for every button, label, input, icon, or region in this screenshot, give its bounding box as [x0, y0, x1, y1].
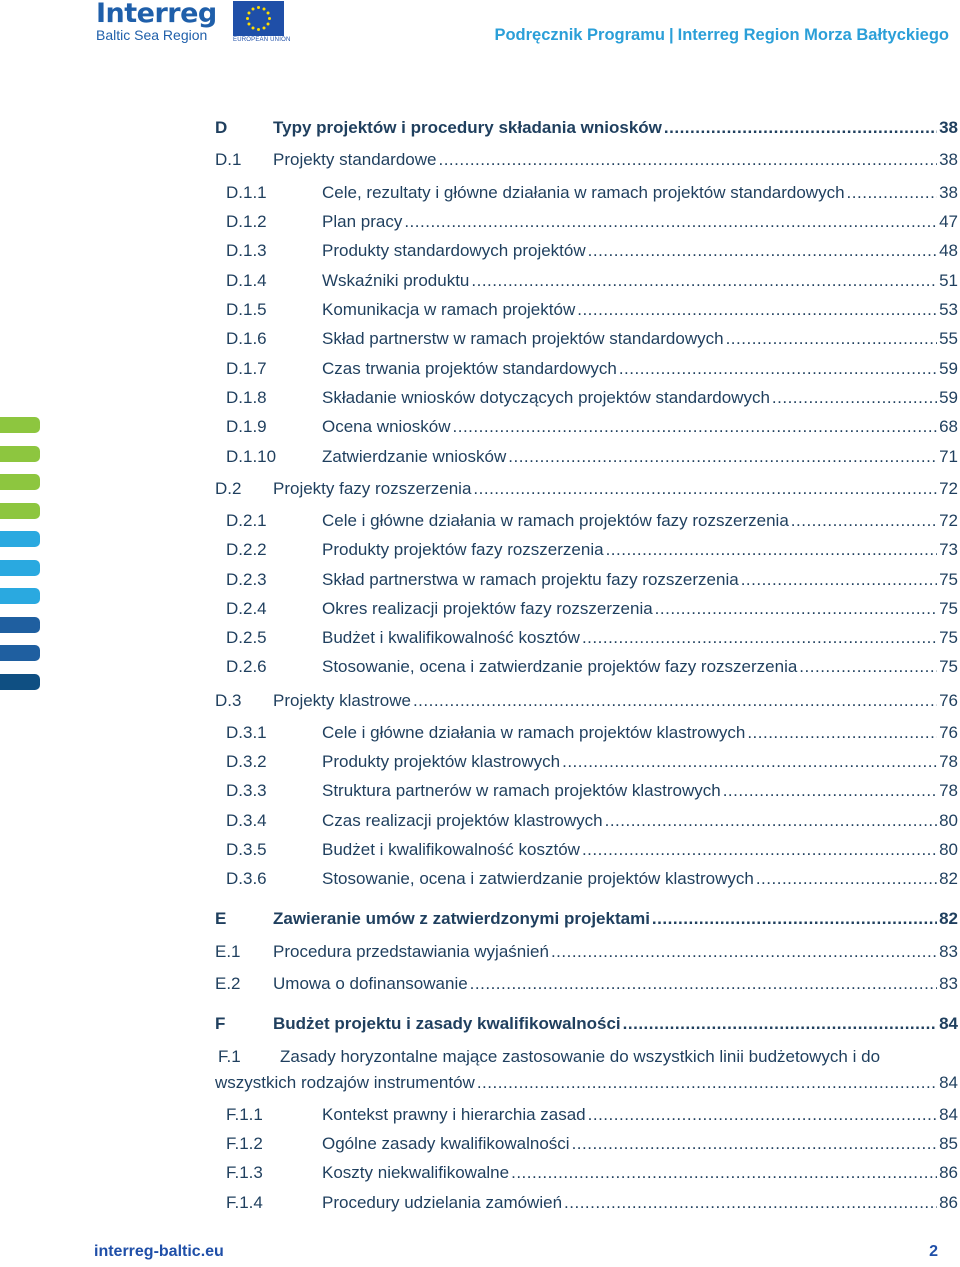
- toc-entry-number: F.1.1: [226, 1105, 263, 1124]
- toc-entry-number: F: [215, 1014, 226, 1033]
- toc-entry[interactable]: [215, 752, 958, 778]
- toc-entry[interactable]: [215, 359, 958, 385]
- toc-dot-leader: [477, 1073, 937, 1093]
- toc-entry-page: 84: [939, 1014, 958, 1033]
- toc-entry-page: 38: [939, 183, 958, 202]
- chapter-tab: [0, 446, 40, 462]
- toc-entry-title: Stosowanie, ocena i zatwierdzanie projektów klastrowych: [322, 869, 754, 888]
- eu-star-icon: [247, 23, 250, 26]
- toc-entry-number: D.2: [215, 479, 242, 498]
- toc-entry-number: D.3: [215, 691, 242, 710]
- toc-dot-leader: [726, 329, 938, 349]
- toc-entry-page: 55: [939, 329, 958, 348]
- toc-entry-page: 86: [939, 1163, 958, 1182]
- toc-entry[interactable]: [215, 811, 958, 837]
- toc-entry-title: Procedury udzielania zamówień: [322, 1193, 563, 1212]
- toc-entry-title: Projekty fazy rozszerzenia: [273, 479, 472, 498]
- toc-entry[interactable]: [215, 628, 958, 654]
- toc-dot-leader: [847, 183, 938, 203]
- toc-entry[interactable]: [215, 417, 958, 443]
- toc-dot-leader: [564, 1193, 937, 1213]
- toc-entry-title: Produkty standardowych projektów: [322, 241, 586, 260]
- chapter-tab: [0, 417, 40, 433]
- toc-dot-leader: [508, 447, 937, 467]
- chapter-tab: [0, 674, 40, 690]
- toc-entry-title: Budżet i kwalifikowalność kosztów: [322, 628, 580, 647]
- toc-dot-leader: [741, 570, 937, 590]
- toc-entry-page: 83: [939, 974, 958, 993]
- toc-entry-page: 80: [939, 811, 958, 830]
- toc-entry-page: 53: [939, 300, 958, 319]
- toc-entry-page: 82: [939, 869, 958, 888]
- eu-flag-icon: [233, 1, 284, 36]
- toc-entry-title: Skład partnerstwa w ramach projektu fazy rozszerzenia: [322, 570, 739, 589]
- toc-dot-leader: [562, 752, 937, 772]
- toc-entry[interactable]: [215, 118, 958, 144]
- toc-dot-leader: [605, 811, 937, 831]
- toc-entry-number: D.1.6: [226, 329, 267, 348]
- toc-dot-leader: [473, 479, 937, 499]
- toc-entry-number: D: [215, 118, 228, 137]
- toc-dot-leader: [747, 723, 937, 743]
- toc-dot-leader: [470, 974, 937, 994]
- toc-entry[interactable]: [215, 241, 958, 267]
- toc-entry[interactable]: [215, 909, 958, 935]
- program-title: Interreg Region Morza Bałtyckiego: [677, 26, 949, 44]
- doc-title: Podręcznik Programu: [494, 26, 665, 44]
- toc-dot-leader: [652, 909, 937, 929]
- toc-entry-title: Cele, rezultaty i główne działania w ramach projektów standardowych: [322, 183, 845, 202]
- toc-entry-page: 72: [939, 479, 958, 498]
- toc-entry-page: 82: [939, 909, 958, 928]
- eu-star-icon: [252, 7, 255, 10]
- toc-entry-title: Okres realizacji projektów fazy rozszerzenia: [322, 599, 653, 618]
- toc-entry-page: 38: [939, 118, 958, 137]
- toc-entry-number: E.1: [215, 942, 241, 961]
- toc-entry[interactable]: [215, 329, 958, 355]
- toc-entry[interactable]: [215, 271, 958, 297]
- toc-entry-title: Zasady horyzontalne mające zastosowanie do wszystkich linii budżetowych i do: [280, 1047, 881, 1066]
- toc-entry-title: Procedura przedstawiania wyjaśnień: [273, 942, 549, 961]
- chapter-tab: [0, 560, 40, 576]
- toc-entry-page: 59: [939, 388, 958, 407]
- toc-entry[interactable]: [215, 1193, 958, 1219]
- toc-entry-number: D.1.2: [226, 212, 267, 231]
- toc-entry-page: 76: [939, 723, 958, 742]
- eu-star-icon: [263, 27, 266, 30]
- toc-dot-leader: [438, 150, 937, 170]
- toc-entry[interactable]: [215, 212, 958, 238]
- toc-entry-number: D.1.10: [226, 447, 277, 466]
- toc-entry[interactable]: [215, 183, 958, 209]
- toc-entry-page: 75: [939, 570, 958, 589]
- footer-page-number: 2: [929, 1243, 938, 1260]
- chapter-tab: [0, 617, 40, 633]
- toc-entry-number: D.3.5: [226, 840, 267, 859]
- footer-url[interactable]: interreg-baltic.eu: [94, 1243, 224, 1260]
- toc-entry-title: Ocena wniosków: [322, 417, 451, 436]
- toc-dot-leader: [551, 942, 937, 962]
- toc-entry-number: D.1.3: [226, 241, 267, 260]
- toc-entry-page: 84: [939, 1073, 958, 1092]
- toc-entry-title: Skład partnerstw w ramach projektów standardowych: [322, 329, 724, 348]
- toc-entry-page: 73: [939, 540, 958, 559]
- eu-star-icon: [257, 6, 260, 9]
- toc-entry[interactable]: [215, 150, 958, 176]
- toc-entry-page: 86: [939, 1193, 958, 1212]
- toc-dot-leader: [577, 300, 937, 320]
- toc-entry-number: F.1.4: [226, 1193, 263, 1212]
- eu-stars-icon: [233, 1, 284, 36]
- toc-entry-page: 78: [939, 781, 958, 800]
- toc-entry-title: Projekty standardowe: [273, 150, 437, 169]
- toc-entry-title: Wskaźniki produktu: [322, 271, 470, 290]
- toc-dot-leader: [723, 781, 937, 801]
- toc-entry-number: D.1.9: [226, 417, 267, 436]
- toc-entry-title: Budżet projektu i zasady kwalifikowalności: [273, 1014, 621, 1033]
- toc-dot-leader: [582, 628, 937, 648]
- toc-entry-page: 68: [939, 417, 958, 436]
- toc-entry[interactable]: [215, 1014, 958, 1040]
- toc-entry-number: D.2.5: [226, 628, 267, 647]
- toc-entry[interactable]: [215, 479, 958, 505]
- toc-entry[interactable]: [215, 300, 958, 326]
- toc-entry-title: Ogólne zasady kwalifikowalności: [322, 1134, 570, 1153]
- toc-dot-leader: [511, 1163, 937, 1183]
- toc-entry[interactable]: [215, 781, 958, 807]
- toc-entry-title: Cele i główne działania w ramach projektów klastrowych: [322, 723, 746, 742]
- chapter-tab: [0, 645, 40, 661]
- toc-entry-title: Produkty projektów fazy rozszerzenia: [322, 540, 604, 559]
- toc-dot-leader: [582, 840, 937, 860]
- toc-entry[interactable]: [215, 1047, 958, 1067]
- toc-entry-title: Budżet i kwalifikowalność kosztów: [322, 840, 580, 859]
- eu-star-icon: [247, 12, 250, 15]
- eu-star-icon: [257, 28, 260, 31]
- toc-entry-number: D.2.6: [226, 657, 267, 676]
- toc-entry-number: D.1: [215, 150, 242, 169]
- toc-dot-leader: [772, 388, 937, 408]
- toc-entry[interactable]: [215, 599, 958, 625]
- toc-entry-number: D.1.8: [226, 388, 267, 407]
- logo-subtitle: Baltic Sea Region: [96, 27, 208, 43]
- toc-entry[interactable]: [215, 869, 958, 895]
- toc-entry-number: D.2.4: [226, 599, 267, 618]
- toc-entry[interactable]: [215, 942, 958, 968]
- toc-dot-leader: [572, 1134, 938, 1154]
- eu-star-icon: [246, 17, 249, 20]
- toc-entry-number: D.2.3: [226, 570, 267, 589]
- chapter-tab: [0, 503, 40, 519]
- toc-entry-title: Struktura partnerów w ramach projektów klastrowych: [322, 781, 721, 800]
- toc-entry-page: 48: [939, 241, 958, 260]
- eu-star-icon: [267, 23, 270, 26]
- toc-entry[interactable]: [215, 657, 958, 683]
- toc-entry-title: Czas realizacji projektów klastrowych: [322, 811, 603, 830]
- toc-entry[interactable]: [215, 388, 958, 414]
- toc-entry[interactable]: [215, 540, 958, 566]
- toc-entry[interactable]: [215, 511, 958, 537]
- toc-entry-page: 76: [939, 691, 958, 710]
- toc-entry[interactable]: [215, 691, 958, 717]
- toc-entry-title: Składanie wniosków dotyczących projektów standardowych: [322, 388, 770, 407]
- chapter-color-tabs: [0, 417, 40, 702]
- toc-dot-leader: [664, 118, 937, 138]
- toc-dot-leader: [655, 599, 937, 619]
- toc-entry-page: 38: [939, 150, 958, 169]
- eu-star-icon: [267, 12, 270, 15]
- toc-dot-leader: [799, 657, 937, 677]
- toc-entry-title: Projekty klastrowe: [273, 691, 411, 710]
- toc-entry-title: Zawieranie umów z zatwierdzonymi projektami: [273, 909, 650, 928]
- toc-dot-leader: [413, 691, 937, 711]
- toc-entry-number: F.1.3: [226, 1163, 263, 1182]
- toc-dot-leader: [623, 1014, 937, 1034]
- toc-dot-leader: [453, 417, 938, 437]
- toc-entry-page: 51: [939, 271, 958, 290]
- toc-entry-page: 72: [939, 511, 958, 530]
- toc-entry-page: 85: [939, 1134, 958, 1153]
- toc-entry-title: Kontekst prawny i hierarchia zasad: [322, 1105, 586, 1124]
- toc-entry[interactable]: [215, 974, 958, 1000]
- toc-entry-number: D.3.4: [226, 811, 267, 830]
- toc-dot-leader: [588, 241, 937, 261]
- interreg-logo: [96, 0, 296, 48]
- eu-star-icon: [252, 27, 255, 30]
- toc-entry-page: 80: [939, 840, 958, 859]
- toc-entry-page: 84: [939, 1105, 958, 1124]
- toc-entry[interactable]: [215, 1134, 958, 1160]
- toc-entry-title: Czas trwania projektów standardowych: [322, 359, 617, 378]
- toc-entry-number: D.1.5: [226, 300, 267, 319]
- toc-entry-title: Plan pracy: [322, 212, 403, 231]
- toc-dot-leader: [404, 212, 937, 232]
- page-header-title: [494, 26, 949, 45]
- toc-dot-leader: [588, 1105, 937, 1125]
- title-separator: |: [668, 26, 674, 44]
- toc-entry-number: E: [215, 909, 227, 928]
- toc-entry-title: Koszty niekwalifikowalne: [322, 1163, 510, 1182]
- toc-dot-leader: [619, 359, 937, 379]
- toc-entry-title: Cele i główne działania w ramach projektów fazy rozszerzenia: [322, 511, 789, 530]
- toc-dot-leader: [756, 869, 937, 889]
- toc-entry-title-continuation: wszystkich rodzajów instrumentów: [215, 1073, 475, 1092]
- toc-entry-title: Umowa o dofinansowanie: [273, 974, 468, 993]
- toc-entry-page: 59: [939, 359, 958, 378]
- chapter-tab: [0, 474, 40, 490]
- toc-entry[interactable]: [215, 723, 958, 749]
- toc-entry-number: D.3.6: [226, 869, 267, 888]
- toc-entry-title: Zatwierdzanie wniosków: [322, 447, 507, 466]
- toc-entry-number: D.3.1: [226, 723, 267, 742]
- toc-entry-page: 71: [939, 447, 958, 466]
- toc-entry-page: 47: [939, 212, 958, 231]
- toc-entry-page: 75: [939, 599, 958, 618]
- toc-entry-number: F.1.2: [226, 1134, 263, 1153]
- toc-dot-leader: [471, 271, 937, 291]
- toc-entry[interactable]: [215, 1105, 958, 1131]
- toc-entry-page: 78: [939, 752, 958, 771]
- toc-entry-number: D.1.4: [226, 271, 267, 290]
- toc-entry-title: Produkty projektów klastrowych: [322, 752, 561, 771]
- toc-entry-continuation[interactable]: [215, 1073, 958, 1099]
- eu-label: EUROPEAN UNION: [233, 37, 291, 43]
- toc-entry-number: D.3.3: [226, 781, 267, 800]
- toc-entry-number: E.2: [215, 974, 241, 993]
- toc-entry-number: F.1: [218, 1047, 241, 1066]
- chapter-tab: [0, 588, 40, 604]
- logo-wordmark: Interreg: [96, 0, 217, 29]
- toc-entry[interactable]: [215, 1163, 958, 1189]
- toc-entry-number: D.1.1: [226, 183, 267, 202]
- toc-entry[interactable]: [215, 570, 958, 596]
- chapter-tab: [0, 531, 40, 547]
- toc-entry[interactable]: [215, 447, 958, 473]
- toc-entry-title: Stosowanie, ocena i zatwierdzanie projektów fazy rozszerzenia: [322, 657, 798, 676]
- eu-star-icon: [268, 17, 271, 20]
- toc-entry[interactable]: [215, 840, 958, 866]
- toc-entry-title: Komunikacja w ramach projektów: [322, 300, 576, 319]
- toc-entry-number: D.2.1: [226, 511, 267, 530]
- toc-dot-leader: [791, 511, 937, 531]
- toc-entry-title: Typy projektów i procedury składania wniosków: [273, 118, 662, 137]
- toc-entry-page: 75: [939, 657, 958, 676]
- toc-entry-number: D.2.2: [226, 540, 267, 559]
- toc-entry-number: D.1.7: [226, 359, 267, 378]
- eu-star-icon: [263, 7, 266, 10]
- toc-dot-leader: [606, 540, 938, 560]
- toc-entry-number: D.3.2: [226, 752, 267, 771]
- toc-entry-page: 75: [939, 628, 958, 647]
- toc-entry-page: 83: [939, 942, 958, 961]
